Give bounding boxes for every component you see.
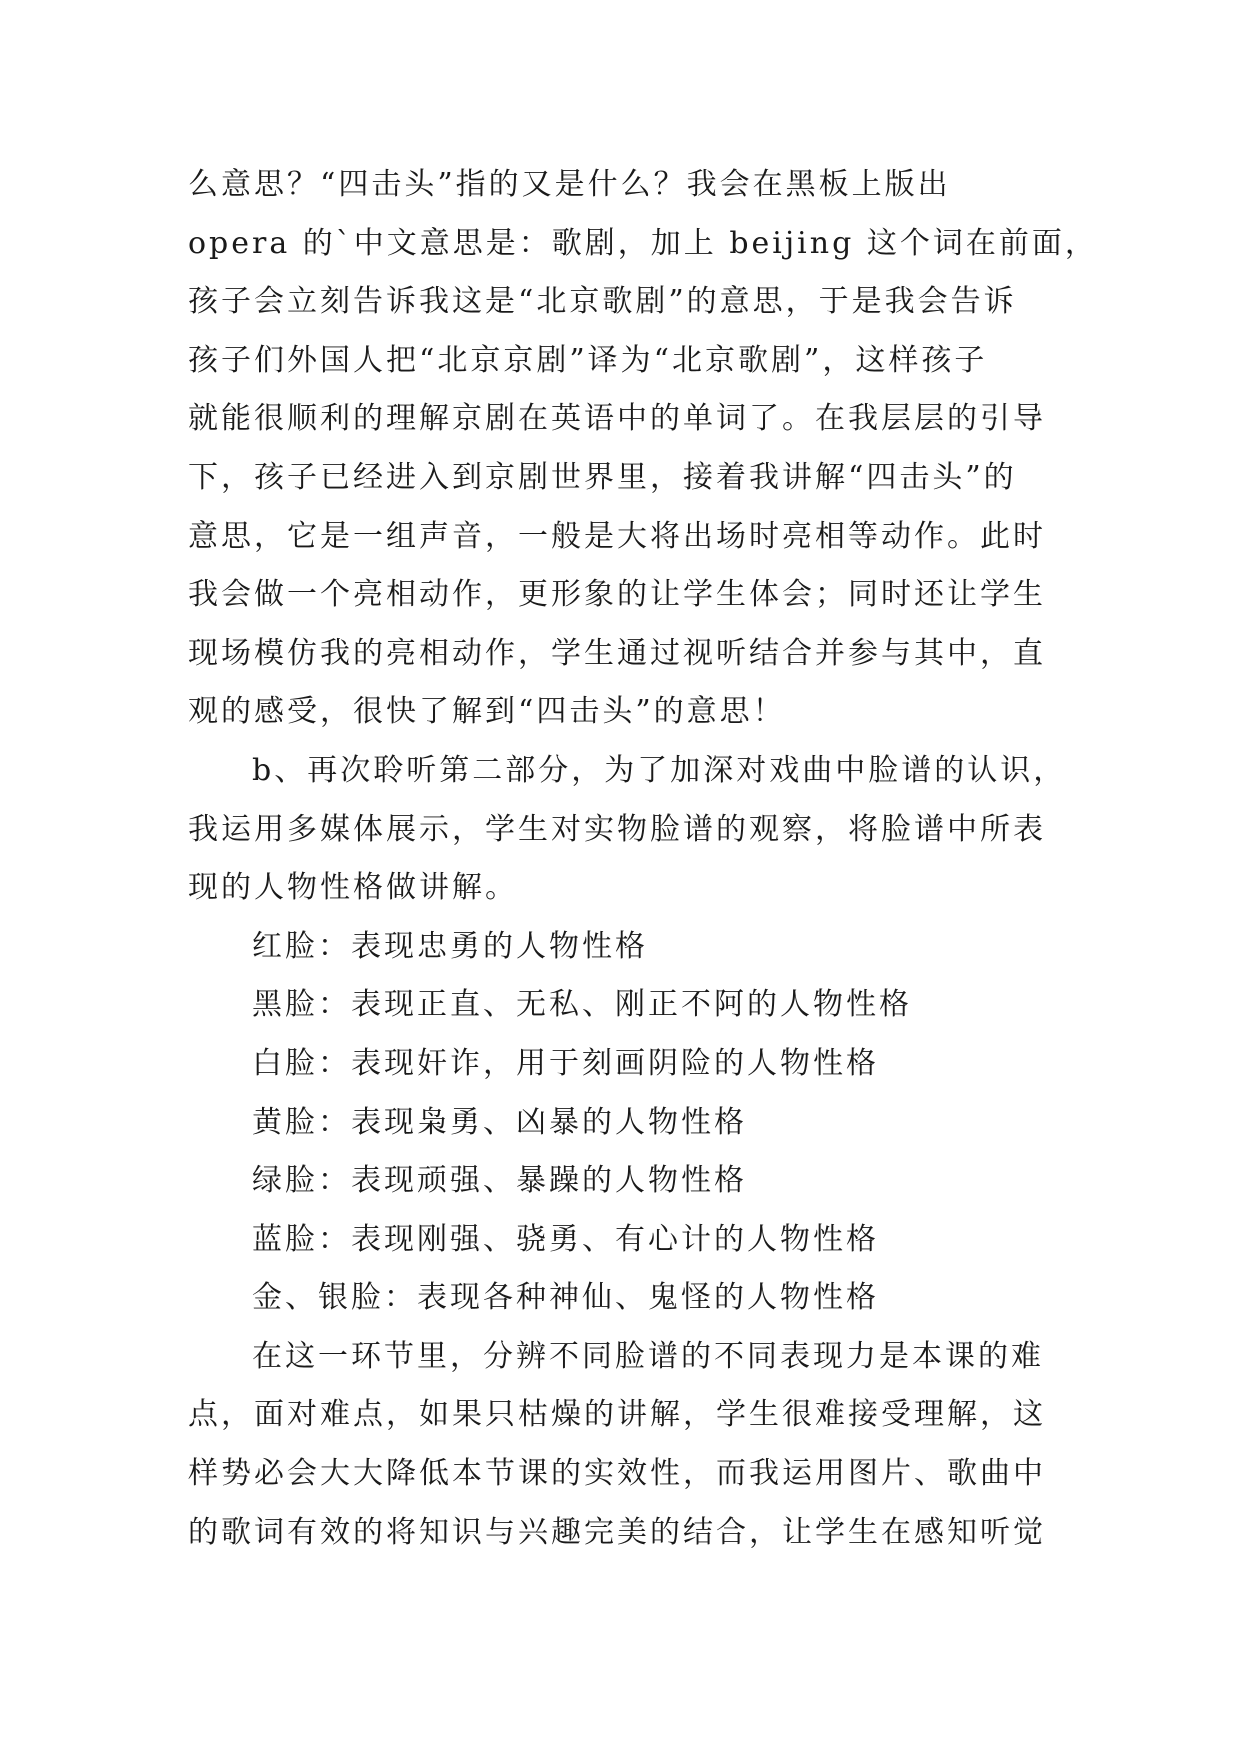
- text-line: 么意思？“四击头”指的又是什么？我会在黑板上版出: [188, 167, 951, 202]
- text-line: 点，面对难点，如果只枯燥的讲解，学生很难接受理解，这: [188, 1397, 1046, 1433]
- text-line: 意思，它是一组声音，一般是大将出场时亮相等动作。此时: [188, 518, 1046, 554]
- text-line: 样势必会大大降低本节课的实效性，而我运用图片、歌曲中: [188, 1456, 1046, 1492]
- facial-makeup-white: 白脸：表现奸诈，用于刻画阴险的人物性格: [252, 1045, 879, 1081]
- text-line: 观的感受，很快了解到“四击头”的意思！: [188, 694, 786, 730]
- text-line: 现的人物性格做讲解。: [188, 870, 518, 906]
- facial-makeup-blue: 蓝脸：表现刚强、骁勇、有心计的人物性格: [252, 1221, 879, 1257]
- paragraph-start-line: 在这一环节里，分辨不同脸谱的不同表现力是本课的难: [252, 1338, 1044, 1374]
- facial-makeup-green: 绿脸：表现顽强、暴躁的人物性格: [252, 1163, 747, 1199]
- text-line: 我运用多媒体展示，学生对实物脸谱的观察，将脸谱中所表: [188, 811, 1046, 847]
- paragraph-start-line: b、再次聆听第二部分，为了加深对戏曲中脸谱的认识，: [252, 752, 1067, 788]
- text-line: 我会做一个亮相动作，更形象的让学生体会；同时还让学生: [188, 577, 1046, 613]
- text-line: 现场模仿我的亮相动作，学生通过视听结合并参与其中，直: [188, 635, 1046, 671]
- text-line: 就能很顺利的理解京剧在英语中的单词了。在我层层的引导: [188, 401, 1046, 437]
- text-line: 的歌词有效的将知识与兴趣完美的结合，让学生在感知听觉: [188, 1514, 1046, 1550]
- body-text: [188, 156, 1098, 1562]
- text-line: 孩子们外国人把“北京京剧”译为“北京歌剧”，这样孩子: [188, 342, 988, 378]
- facial-makeup-yellow: 黄脸：表现枭勇、凶暴的人物性格: [252, 1104, 747, 1140]
- facial-makeup-gold-silver: 金、银脸：表现各种神仙、鬼怪的人物性格: [252, 1280, 879, 1316]
- facial-makeup-black: 黑脸：表现正直、无私、刚正不阿的人物性格: [252, 987, 912, 1023]
- text-line: 下，孩子已经进入到京剧世界里，接着我讲解“四击头”的: [188, 459, 1017, 495]
- facial-makeup-red: 红脸：表现忠勇的人物性格: [252, 928, 648, 964]
- text-line: opera 的`中文意思是：歌剧，加上 beijing 这个词在前面，: [188, 225, 1098, 261]
- text-line: 孩子会立刻告诉我这是“北京歌剧”的意思，于是我会告诉: [188, 284, 1017, 320]
